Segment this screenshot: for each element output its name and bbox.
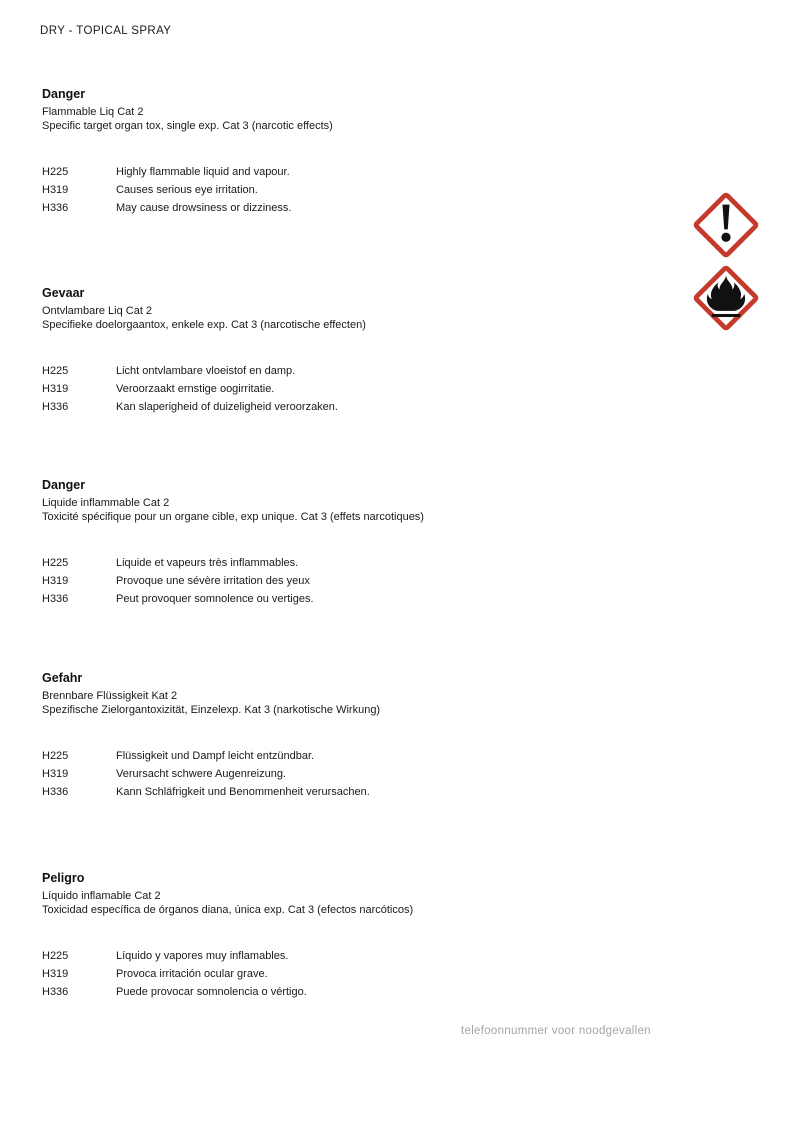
hazard-section-spanish [42,871,662,1004]
h-text: Veroorzaakt ernstige oogirritatie. [116,383,275,395]
h-statement-list [42,950,662,999]
classification-line: Toxicidad específica de órganos diana, única exp. Cat 3 (efectos narcóticos) [42,904,414,916]
classification-line: Specifieke doelorgaantox, enkele exp. Cat 3 (narcotische effecten) [42,319,366,331]
h-statement-row [42,750,662,763]
h-statement-row [42,768,662,781]
h-statement-row [42,575,662,588]
signal-word: Gefahr [42,671,83,685]
h-statement-row [42,202,662,215]
h-code: H319 [42,383,69,395]
h-statement-row [42,401,662,414]
signal-word: Peligro [42,871,85,885]
h-code: H225 [42,557,69,569]
h-text: Kann Schläfrigkeit und Benommenheit verursachen. [116,786,370,798]
h-statement-list [42,750,662,799]
h-code: H319 [42,575,69,587]
h-text: Provoque une sévère irritation des yeux [116,575,310,587]
hazard-section-french [42,478,662,611]
hazard-section-german [42,671,662,804]
h-statement-row [42,950,662,963]
signal-word: Danger [42,478,86,492]
h-statement-row [42,166,662,179]
h-code: H319 [42,768,69,780]
h-text: Causes serious eye irritation. [116,184,258,196]
h-text: Flüssigkeit und Dampf leicht entzündbar. [116,750,315,762]
h-text: Licht ontvlambare vloeistof en damp. [116,365,296,377]
h-code: H336 [42,986,69,998]
h-statement-row [42,365,662,378]
flame-icon [692,319,760,336]
h-code: H336 [42,786,69,798]
h-code: H225 [42,365,69,377]
h-text: May cause drowsiness or dizziness. [116,202,292,214]
classification-line: Specific target organ tox, single exp. Cat 3 (narcotic effects) [42,120,333,132]
classification-line: Toxicité spécifique pour un organe cible, exp unique. Cat 3 (effets narcotiques) [42,511,424,523]
h-statement-row [42,968,662,981]
h-text: Puede provocar somnolencia o vértigo. [116,986,307,998]
h-text: Kan slaperigheid of duizeligheid veroorzaken. [116,401,338,413]
emergency-phone-note: telefoonnummer voor noodgevallen [461,1025,651,1037]
h-statement-row [42,184,662,197]
h-code: H336 [42,401,69,413]
classification-line: Líquido inflamable Cat 2 [42,890,161,902]
h-code: H336 [42,593,69,605]
signal-word: Danger [42,87,86,101]
h-statement-list [42,166,662,215]
h-text: Verursacht schwere Augenreizung. [116,768,286,780]
classification-line: Ontvlambare Liq Cat 2 [42,305,153,317]
h-statement-row [42,986,662,999]
h-code: H336 [42,202,69,214]
h-statement-list [42,365,662,414]
h-statement-list [42,557,662,606]
h-text: Provoca irritación ocular grave. [116,968,268,980]
ghs-pictogram-flame [692,264,760,332]
h-statement-row [42,383,662,396]
h-statement-row [42,593,662,606]
h-code: H225 [42,750,69,762]
classification-line: Brennbare Flüssigkeit Kat 2 [42,690,178,702]
classification-line: Liquide inflammable Cat 2 [42,497,170,509]
h-text: Peut provoquer somnolence ou vertiges. [116,593,314,605]
h-text: Highly flammable liquid and vapour. [116,166,290,178]
document-title: DRY - TOPICAL SPRAY [40,25,172,37]
h-statement-row [42,786,662,799]
hazard-section-dutch [42,286,662,419]
signal-word: Gevaar [42,286,85,300]
h-text: Líquido y vapores muy inflamables. [116,950,289,962]
h-text: Liquide et vapeurs très inflammables. [116,557,299,569]
classification-line: Flammable Liq Cat 2 [42,106,144,118]
h-code: H225 [42,950,69,962]
classification-line: Spezifische Zielorgantoxizität, Einzelexp. Kat 3 (narkotische Wirkung) [42,704,381,716]
exclamation-mark-icon [692,246,760,263]
h-code: H225 [42,166,69,178]
h-code: H319 [42,968,69,980]
h-statement-row [42,557,662,570]
ghs-pictogram-exclamation [692,191,760,259]
hazard-section-english [42,87,662,220]
h-code: H319 [42,184,69,196]
